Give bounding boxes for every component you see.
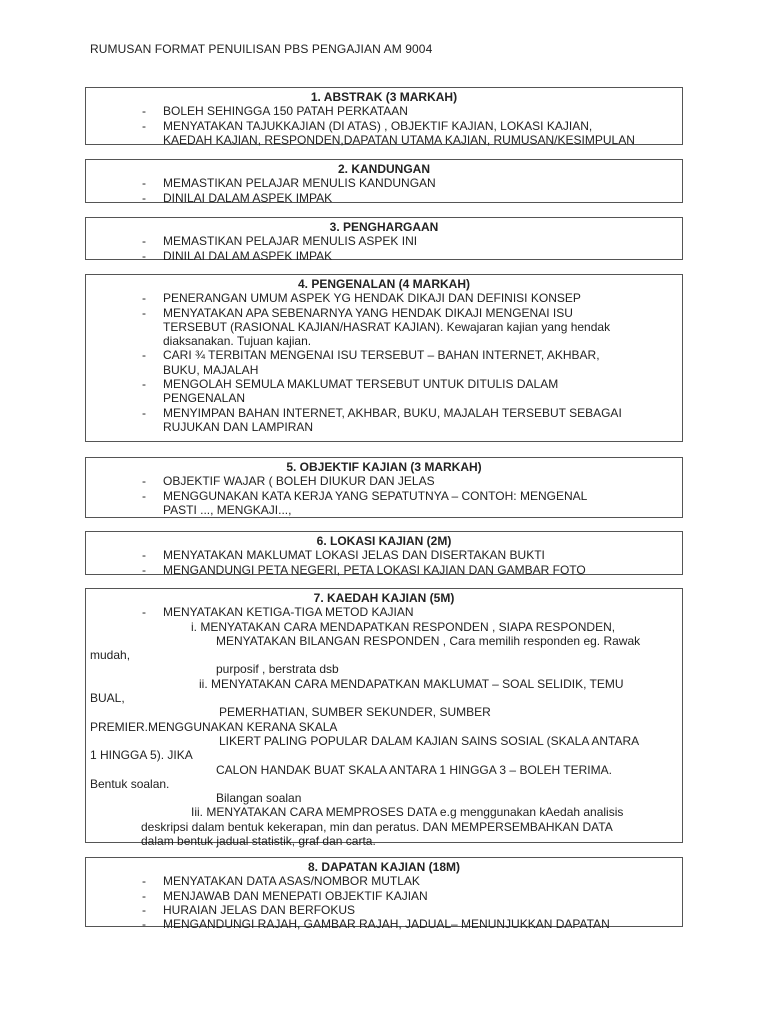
bullet-item: [86, 377, 682, 391]
line-text: mudah,: [90, 648, 131, 663]
line-text: MENYATAKAN TAJUKKAJIAN (DI ATAS) , OBJEKTIF KAJIAN, LOKASI KAJIAN,: [163, 118, 593, 133]
section-title: 4. PENGENALAN (4 MARKAH): [297, 277, 470, 291]
text-line: [86, 391, 682, 405]
section-box: [85, 274, 683, 442]
dash-bullet-icon: -: [142, 548, 146, 563]
line-text: MENGOLAH SEMULA MAKLUMAT TERSEBUT UNTUK DITULIS DALAM: [163, 377, 559, 392]
line-text: Bentuk soalan.: [90, 776, 170, 791]
dash-bullet-icon: -: [142, 234, 146, 249]
section-title: 6. LOKASI KAJIAN (2M): [316, 534, 452, 548]
line-text: PASTI ..., MENGKAJI...,: [163, 502, 292, 517]
bullet-item: [86, 306, 682, 320]
section-box: [85, 159, 683, 203]
line-text: TERSEBUT (RASIONAL KAJIAN/HASRAT KAJIAN). Kewajaran kajian yang hendak: [163, 319, 611, 334]
text-line: [86, 677, 682, 691]
dash-bullet-icon: -: [142, 488, 146, 503]
line-text: MENYATAKAN APA SEBENARNYA YANG HENDAK DIKAJI MENGENAI ISU: [163, 305, 573, 320]
line-text: MENYATAKAN KETIGA-TIGA METOD KAJIAN: [163, 605, 414, 620]
text-line: [86, 734, 682, 748]
text-line: [86, 791, 682, 805]
line-text: RUJUKAN DAN LAMPIRAN: [163, 419, 314, 434]
line-text: BUAL,: [90, 691, 125, 706]
dash-bullet-icon: -: [142, 305, 146, 320]
bullet-item: [86, 903, 682, 917]
section-box: [85, 588, 683, 849]
dash-bullet-icon: -: [142, 874, 146, 889]
dash-bullet-icon: -: [142, 190, 146, 205]
text-line: [86, 648, 682, 662]
text-line: [86, 720, 682, 734]
line-text: Bilangan soalan: [216, 791, 302, 806]
line-text: OBJEKTIF WAJAR ( BOLEH DIUKUR DAN JELAS: [163, 474, 435, 489]
bullet-item: [86, 234, 682, 248]
line-text: Iii. MENYATAKAN CARA MEMPROSES DATA e.g menggunakan kAedah analisis: [191, 805, 624, 820]
dash-bullet-icon: -: [142, 605, 146, 620]
line-text: 1 HINGGA 5). JIKA: [90, 748, 193, 763]
bullet-item: [86, 119, 682, 133]
section-title: 7. KAEDAH KAJIAN (5M): [313, 591, 455, 605]
dash-bullet-icon: -: [142, 917, 146, 932]
text-line: [86, 691, 682, 705]
text-line: [86, 763, 682, 777]
dash-bullet-icon: -: [142, 888, 146, 903]
dash-bullet-icon: -: [142, 377, 146, 392]
dash-bullet-icon: -: [142, 348, 146, 363]
text-line: [86, 820, 682, 834]
line-text: MENYATAKAN BILANGAN RESPONDEN , Cara memilih responden eg. Rawak: [216, 633, 641, 648]
section-box: [85, 531, 683, 575]
text-line: [86, 503, 682, 517]
bullet-item: [86, 489, 682, 503]
line-text: HURAIAN JELAS DAN BERFOKUS: [163, 902, 356, 917]
dash-bullet-icon: -: [142, 104, 146, 119]
bullet-item: [86, 474, 682, 488]
bullet-item: [86, 889, 682, 903]
bullet-item: [86, 291, 682, 305]
line-text: MENYIMPAN BAHAN INTERNET, AKHBAR, BUKU, MAJALAH TERSEBUT SEBAGAI: [163, 405, 622, 420]
bullet-item: [86, 348, 682, 362]
line-text: PENERANGAN UMUM ASPEK YG HENDAK DIKAJI DAN DEFINISI KONSEP: [163, 291, 581, 306]
section-title: 5. OBJEKTIF KAJIAN (3 MARKAH): [286, 460, 482, 474]
bullet-item: [86, 563, 682, 577]
text-line: [86, 620, 682, 634]
line-text: deskripsi dalam bentuk kekerapan, min dan peratus. DAN MEMPERSEMBAHKAN DATA: [141, 819, 613, 834]
text-line: [86, 634, 682, 648]
line-text: diaksanakan. Tujuan kajian.: [163, 334, 312, 349]
line-text: dalam bentuk jadual statistik, graf dan carta.: [141, 834, 376, 849]
line-text: PREMIER.MENGGUNAKAN KERANA SKALA: [90, 719, 338, 734]
bullet-item: [86, 406, 682, 420]
text-line: [86, 363, 682, 377]
dash-bullet-icon: -: [142, 902, 146, 917]
line-text: BUKU, MAJALAH: [163, 362, 259, 377]
text-line: [86, 420, 682, 434]
section-box: [85, 217, 683, 263]
bullet-item: [86, 874, 682, 888]
line-text: MENGANDUNGI RAJAH, GAMBAR RAJAH, JADUAL– MENUNJUKKAN DAPATAN: [163, 917, 610, 932]
text-line: [86, 748, 682, 762]
line-text: KAEDAH KAJIAN, RESPONDEN,DAPATAN UTAMA KAJIAN, RUMUSAN/KESIMPULAN: [163, 132, 635, 147]
section-title: 1. ABSTRAK (3 MARKAH): [310, 90, 458, 104]
section-title: 2. KANDUNGAN: [337, 162, 430, 176]
text-line: [86, 320, 682, 334]
dash-bullet-icon: -: [142, 405, 146, 420]
line-text: CARI ¾ TERBITAN MENGENAI ISU TERSEBUT – BAHAN INTERNET, AKHBAR,: [163, 348, 600, 363]
text-line: [86, 662, 682, 676]
dash-bullet-icon: -: [142, 118, 146, 133]
line-text: MENGANDUNGI PETA NEGERI, PETA LOKASI KAJIAN DAN GAMBAR FOTO: [163, 562, 586, 577]
section-title: 8. DAPATAN KAJIAN (18M): [307, 860, 460, 874]
bullet-item: [86, 548, 682, 562]
line-text: LIKERT PALING POPULAR DALAM KAJIAN SAINS SOSIAL (SKALA ANTARA: [219, 733, 640, 748]
line-text: MENYATAKAN MAKLUMAT LOKASI JELAS DAN DISERTAKAN BUKTI: [163, 548, 545, 563]
line-text: CALON HANDAK BUAT SKALA ANTARA 1 HINGGA 3 – BOLEH TERIMA.: [216, 762, 612, 777]
bullet-item: [86, 917, 682, 931]
line-text: PEMERHATIAN, SUMBER SEKUNDER, SUMBER: [219, 705, 491, 720]
line-text: MEMASTIKAN PELAJAR MENULIS KANDUNGAN: [163, 176, 436, 191]
bullet-item: [86, 104, 682, 118]
section-box: [85, 857, 683, 932]
line-text: purposif , berstrata dsb: [216, 662, 339, 677]
line-text: PENGENALAN: [163, 391, 246, 406]
section-box: [85, 457, 683, 518]
line-text: i. MENYATAKAN CARA MENDAPATKAN RESPONDEN , SIAPA RESPONDEN,: [191, 619, 616, 634]
section-title: 3. PENGHARGAAN: [329, 220, 439, 234]
text-line: [86, 705, 682, 719]
line-text: DINILAI DALAM ASPEK IMPAK: [163, 248, 333, 263]
bullet-item: [86, 176, 682, 190]
line-text: MENGGUNAKAN KATA KERJA YANG SEPATUTNYA – CONTOH: MENGENAL: [163, 488, 588, 503]
dash-bullet-icon: -: [142, 248, 146, 263]
line-text: BOLEH SEHINGGA 150 PATAH PERKATAAN: [163, 104, 408, 119]
bullet-item: [86, 191, 682, 205]
line-text: MENYATAKAN DATA ASAS/NOMBOR MUTLAK: [163, 874, 420, 889]
bullet-item: [86, 605, 682, 619]
dash-bullet-icon: -: [142, 291, 146, 306]
line-text: MENJAWAB DAN MENEPATI OBJEKTIF KAJIAN: [163, 888, 428, 903]
section-box: [85, 87, 683, 145]
page-header: RUMUSAN FORMAT PENUILISAN PBS PENGAJIAN AM 9004: [90, 42, 433, 56]
bullet-item: [86, 249, 682, 263]
line-text: MEMASTIKAN PELAJAR MENULIS ASPEK INI: [163, 234, 418, 249]
text-line: [86, 334, 682, 348]
text-line: [86, 805, 682, 819]
dash-bullet-icon: -: [142, 474, 146, 489]
text-line: [86, 133, 682, 147]
line-text: ii. MENYATAKAN CARA MENDAPATKAN MAKLUMAT – SOAL SELIDIK, TEMU: [199, 676, 624, 691]
dash-bullet-icon: -: [142, 176, 146, 191]
text-line: [86, 777, 682, 791]
dash-bullet-icon: -: [142, 562, 146, 577]
line-text: DINILAI DALAM ASPEK IMPAK: [163, 190, 333, 205]
text-line: [86, 834, 682, 848]
